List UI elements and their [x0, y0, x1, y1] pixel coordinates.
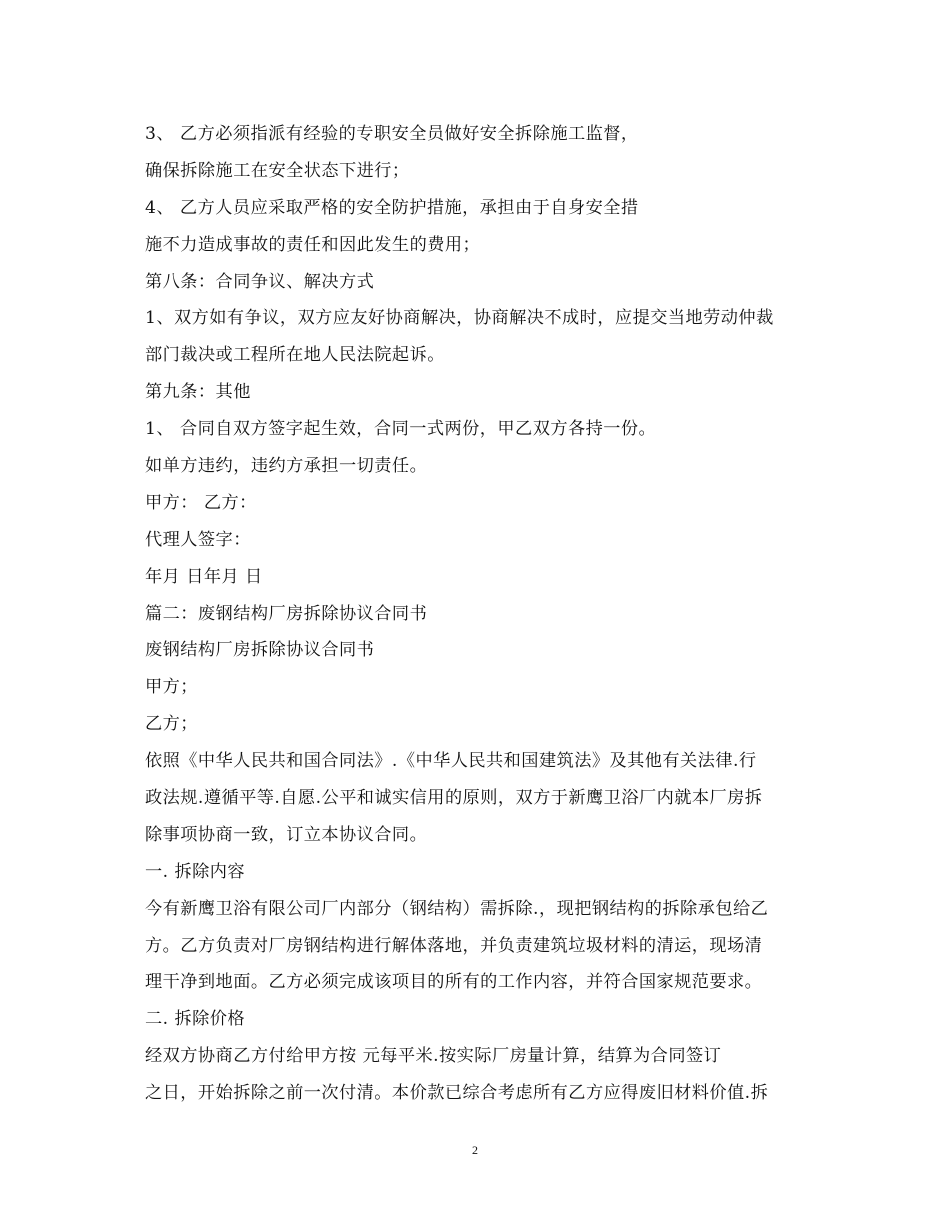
text-line: 1、双方如有争议，双方应友好协商解决，协商解决不成时，应提交当地劳动仲裁 — [145, 308, 774, 329]
page-number: 2 — [472, 1143, 478, 1157]
party-a-line: 甲方； — [145, 677, 198, 698]
text-line: 今有新鹰卫浴有限公司厂内部分（钢结构）需拆除.，现把钢结构的拆除承包给乙 — [145, 898, 769, 919]
section-heading: 一. 拆除内容 — [145, 861, 246, 882]
chapter-title: 篇二：废钢结构厂房拆除协议合同书 — [145, 603, 428, 624]
text-line: 理干净到地面。乙方必须完成该项目的所有的工作内容，并符合国家规范要求。 — [145, 972, 763, 993]
text-line: 部门裁决或工程所在地人民法院起诉。 — [145, 345, 445, 366]
section-heading: 二. 拆除价格 — [145, 1009, 246, 1030]
text-line: 如单方违约，违约方承担一切责任。 — [145, 456, 428, 477]
agent-signature-line: 代理人签字： — [145, 529, 251, 550]
text-line: 3、 乙方必须指派有经验的专职安全员做好安全拆除施工监督， — [145, 124, 639, 144]
section-heading: 第九条：其他 — [145, 382, 251, 403]
text-line: 施不力造成事故的责任和因此发生的费用； — [145, 234, 481, 255]
party-b-line: 乙方； — [145, 714, 198, 735]
text-line: 经双方协商乙方付给甲方按 元每平米.按实际厂房量计算，结算为合同签订 — [145, 1046, 722, 1067]
text-line: 政法规.遵循平等.自愿.公平和诚实信用的原则，双方于新鹰卫浴厂内就本厂房拆 — [145, 788, 763, 809]
date-line: 年月 日年月 日 — [145, 566, 263, 587]
text-line: 1、 合同自双方签字起生效，合同一式两份，甲乙双方各持一份。 — [145, 419, 657, 440]
contract-title: 废钢结构厂房拆除协议合同书 — [145, 640, 375, 661]
text-line: 4、 乙方人员应采取严格的安全防护措施，承担由于自身安全措 — [145, 197, 639, 218]
text-line: 方。乙方负责对厂房钢结构进行解体落地，并负责建筑垃圾材料的清运，现场清 — [145, 935, 763, 956]
text-line: 依照《中华人民共和国合同法》.《中华人民共和国建筑法》及其他有关法律.行 — [145, 751, 757, 772]
text-line: 除事项协商一致，订立本协议合同。 — [145, 824, 428, 845]
signature-parties-line: 甲方： 乙方： — [145, 492, 257, 513]
text-line: 之日，开始拆除之前一次付清。本价款已综合考虑所有乙方应得废旧材料价值.拆 — [145, 1083, 769, 1104]
document-body — [145, 116, 815, 1112]
text-line: 确保拆除施工在安全状态下进行； — [145, 160, 410, 181]
section-heading: 第八条：合同争议、解决方式 — [145, 271, 375, 292]
